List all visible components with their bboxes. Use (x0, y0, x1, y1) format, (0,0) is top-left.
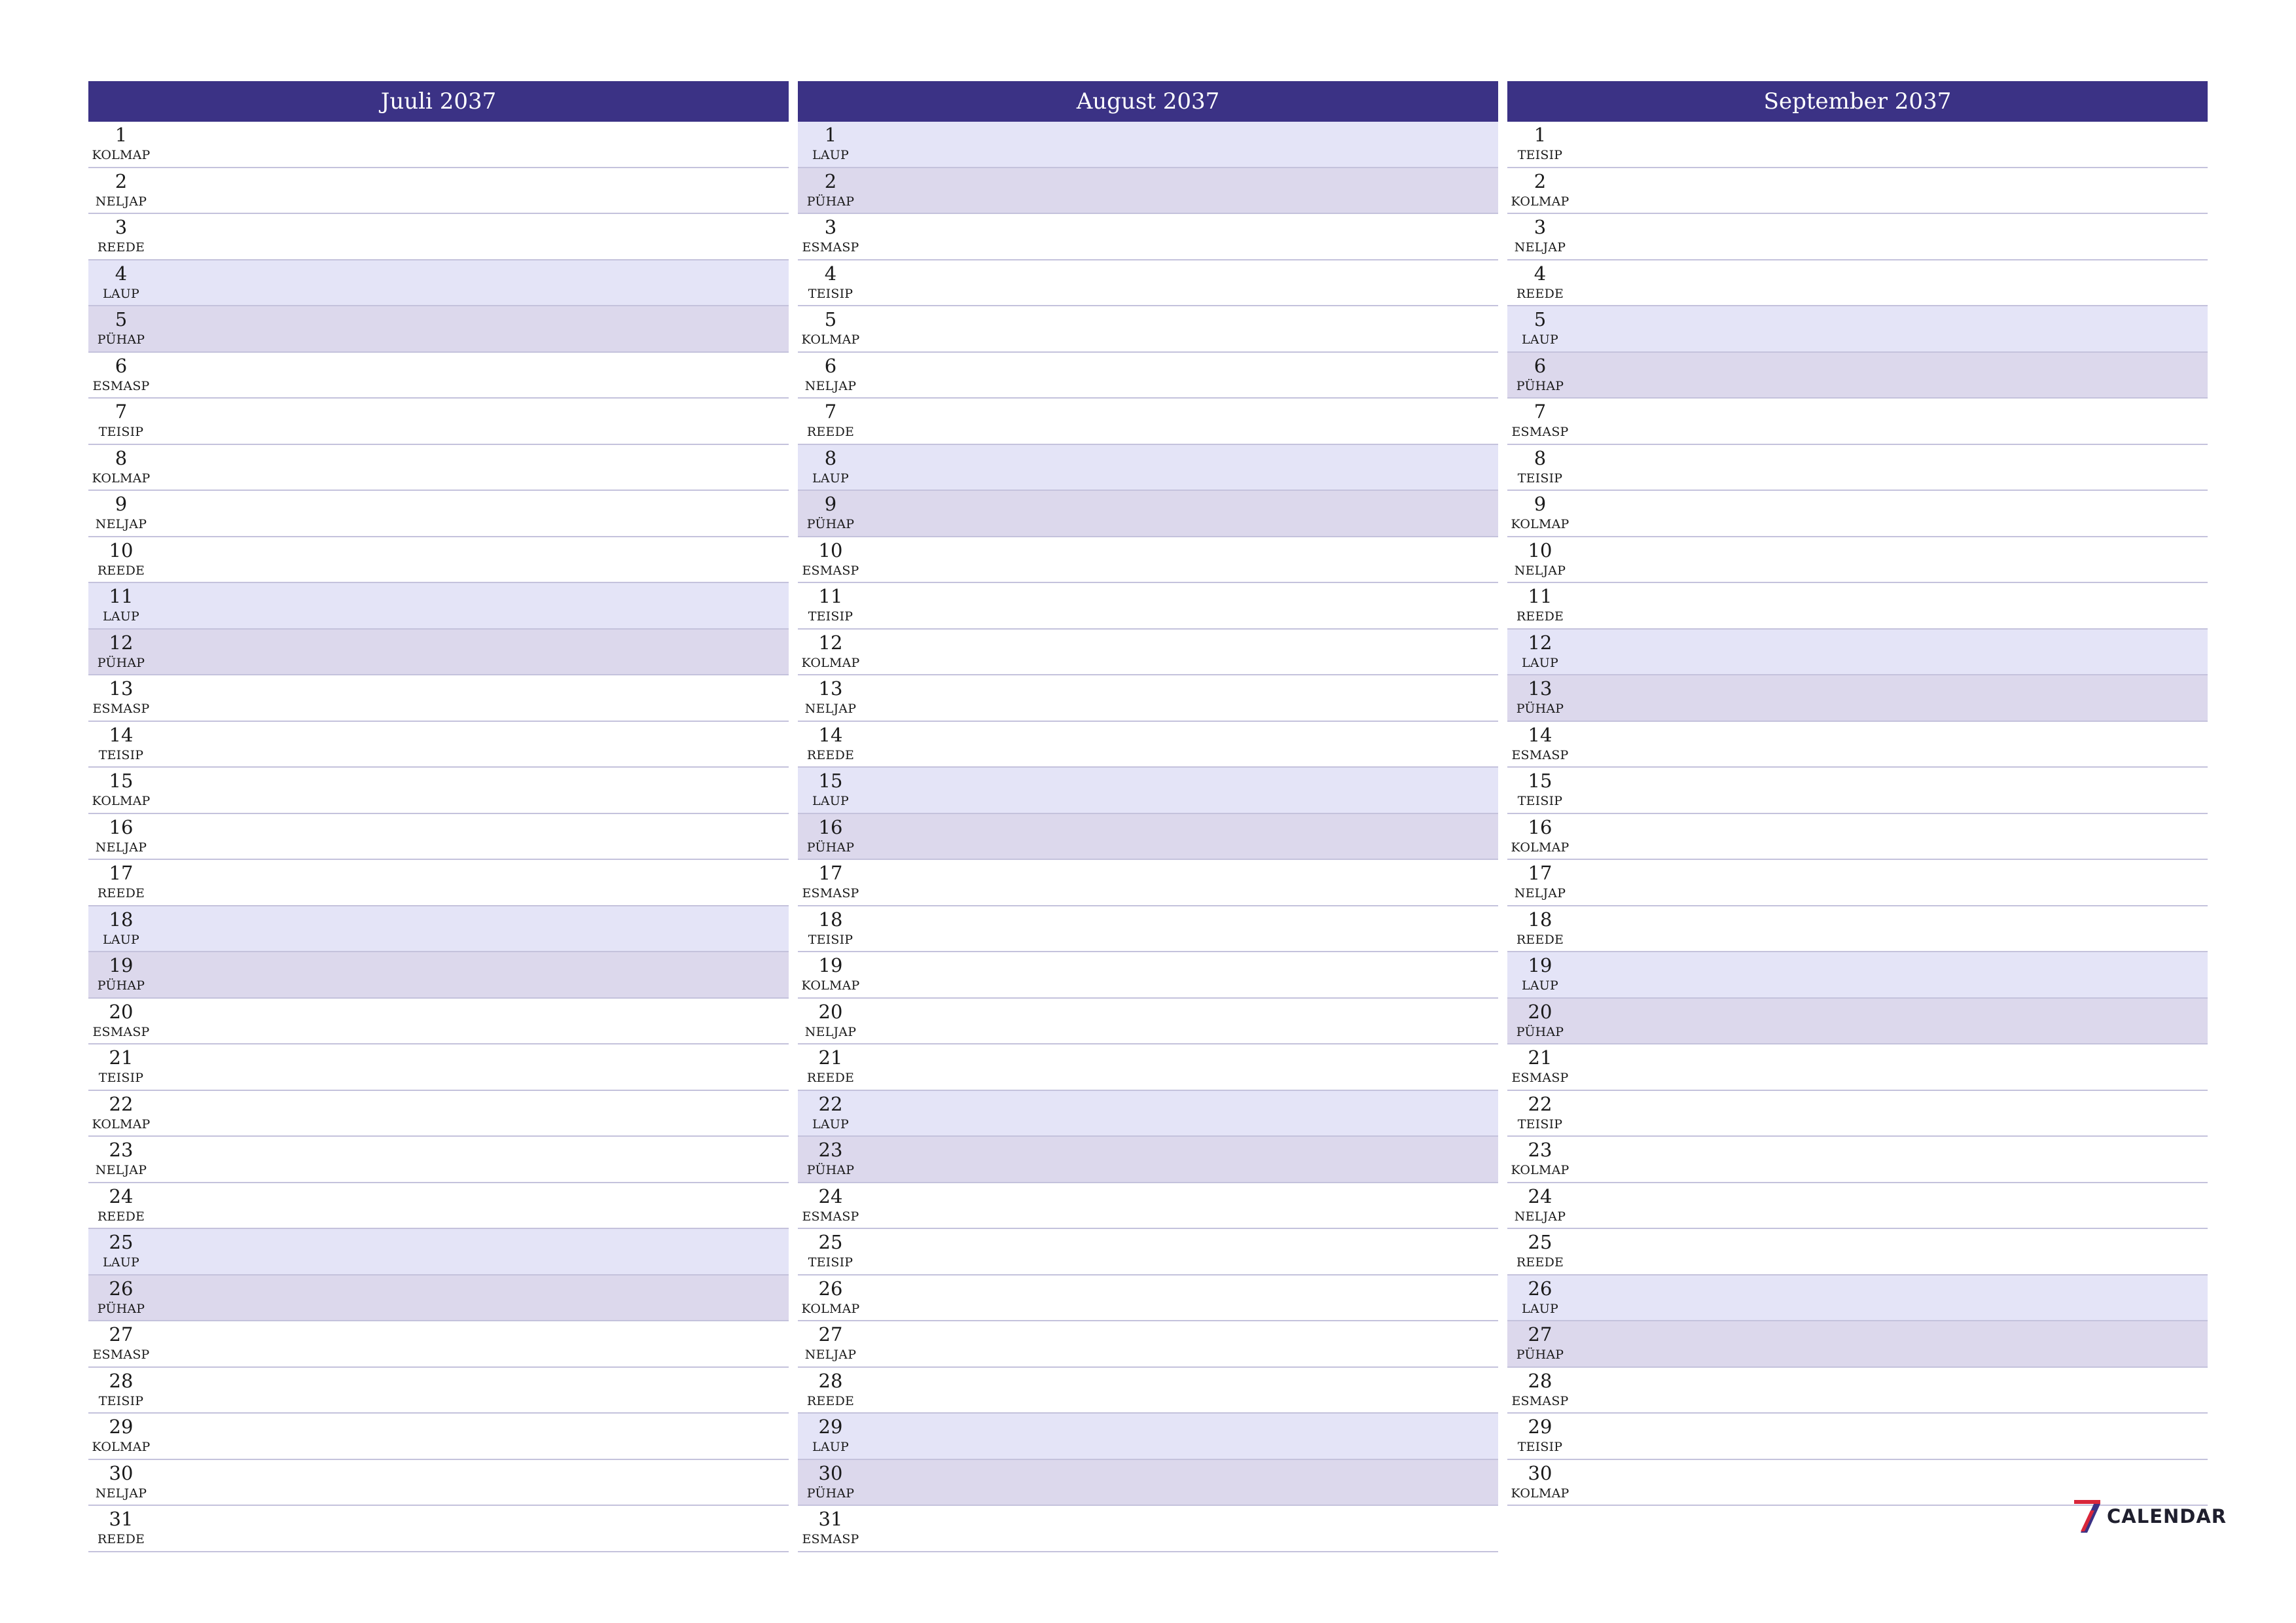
weekday-name: ESMASP (92, 1347, 150, 1362)
day-number: 29 (818, 1416, 843, 1438)
weekday-name: ESMASP (802, 563, 859, 578)
day-number: 25 (1528, 1231, 1552, 1253)
day-row (798, 306, 1498, 353)
day-row (1507, 122, 2208, 168)
weekday-name: REEDE (806, 1071, 855, 1085)
day-number: 4 (115, 262, 128, 285)
day-number: 21 (109, 1046, 134, 1069)
day-number: 18 (818, 908, 843, 931)
day-number: 16 (818, 815, 843, 838)
weekday-name: TEISIP (98, 1393, 144, 1408)
weekday-name: KOLMAP (801, 655, 860, 670)
weekday-name: KOLMAP (92, 1116, 151, 1132)
month-header: August 2037 (798, 81, 1498, 122)
day-number: 6 (1534, 354, 1547, 377)
day-row (798, 1321, 1498, 1368)
day-number: 13 (1528, 677, 1552, 700)
day-row (1507, 630, 2208, 676)
day-number: 9 (1534, 493, 1547, 515)
day-row (798, 122, 1498, 168)
weekday-name: NELJAP (95, 840, 147, 855)
weekday-name: TEISIP (98, 1071, 144, 1085)
day-number: 19 (818, 954, 843, 976)
weekday-name: TEISIP (808, 609, 853, 624)
weekday-name: ESMASP (1511, 1071, 1569, 1085)
weekday-name: NELJAP (1514, 240, 1566, 255)
day-number: 23 (818, 1139, 843, 1161)
weekday-name: KOLMAP (92, 471, 151, 486)
day-row (88, 491, 789, 537)
weekday-name: NELJAP (804, 378, 857, 393)
day-number: 30 (109, 1461, 134, 1484)
day-number: 11 (1528, 585, 1552, 607)
weekday-name: PÜHAP (97, 655, 145, 670)
day-number: 21 (818, 1046, 843, 1069)
day-number: 17 (1528, 862, 1552, 884)
day-row (88, 1044, 789, 1091)
day-number: 5 (1534, 308, 1547, 330)
weekday-name: TEISIP (808, 932, 853, 947)
weekday-name: REEDE (806, 1393, 855, 1408)
day-number: 17 (818, 862, 843, 884)
day-number: 30 (1528, 1461, 1552, 1484)
day-number: 19 (109, 954, 134, 976)
weekday-name: PÜHAP (806, 1486, 855, 1501)
day-row (88, 1506, 789, 1552)
weekday-name: KOLMAP (801, 332, 860, 347)
day-row (798, 260, 1498, 307)
day-number: 22 (1528, 1092, 1552, 1115)
day-number: 28 (109, 1369, 134, 1392)
day-row (88, 1414, 789, 1460)
weekday-name: LAUP (103, 932, 139, 947)
weekday-name: KOLMAP (1511, 840, 1570, 855)
logo-text: CALENDAR (2107, 1505, 2227, 1527)
day-number: 31 (818, 1508, 843, 1530)
day-number: 12 (1528, 631, 1552, 654)
day-number: 18 (1528, 908, 1552, 931)
day-number: 3 (1534, 216, 1547, 238)
day-number: 7 (824, 401, 837, 423)
weekday-name: LAUP (812, 148, 849, 162)
weekday-name: KOLMAP (1511, 1486, 1570, 1501)
day-row (1507, 1321, 2208, 1368)
weekday-name: REEDE (1516, 1255, 1564, 1270)
weekday-name: ESMASP (92, 702, 150, 716)
day-row (798, 722, 1498, 768)
month-header: September 2037 (1507, 81, 2208, 122)
day-row (1507, 445, 2208, 491)
day-row (88, 306, 789, 353)
day-number: 24 (818, 1185, 843, 1207)
weekday-name: KOLMAP (1511, 194, 1570, 209)
day-number: 9 (824, 493, 837, 515)
weekday-name: PÜHAP (806, 517, 855, 531)
weekday-name: NELJAP (95, 517, 147, 531)
day-row (1507, 814, 2208, 861)
day-row (88, 353, 789, 399)
month-header: Juuli 2037 (88, 81, 789, 122)
day-row (1507, 1044, 2208, 1091)
weekday-name: NELJAP (95, 1486, 147, 1501)
day-number: 27 (109, 1323, 134, 1346)
day-number: 15 (109, 770, 134, 792)
weekday-name: TEISIP (808, 1255, 853, 1270)
day-number: 26 (818, 1277, 843, 1300)
weekday-name: PÜHAP (1516, 1347, 1564, 1362)
weekday-name: LAUP (1522, 1301, 1558, 1316)
day-number: 8 (824, 446, 837, 469)
day-row (88, 537, 789, 584)
day-row (1507, 999, 2208, 1045)
day-number: 14 (1528, 723, 1552, 746)
day-row (798, 1275, 1498, 1322)
day-row (798, 1137, 1498, 1183)
day-row (798, 906, 1498, 953)
day-number: 16 (109, 815, 134, 838)
brand-logo (2072, 1499, 2227, 1534)
day-number: 15 (818, 770, 843, 792)
weekday-name: LAUP (812, 1116, 849, 1132)
seven-calendar-logo-icon (2072, 1499, 2102, 1534)
day-number: 7 (115, 401, 128, 423)
day-row (798, 952, 1498, 999)
weekday-name: ESMASP (92, 378, 150, 393)
day-number: 10 (109, 539, 134, 562)
day-row (88, 1460, 789, 1507)
day-number: 14 (109, 723, 134, 746)
day-number: 23 (109, 1139, 134, 1161)
weekday-name: ESMASP (802, 240, 859, 255)
day-number: 12 (818, 631, 843, 654)
weekday-name: ESMASP (802, 1209, 859, 1224)
day-number: 10 (1528, 539, 1552, 562)
day-number: 22 (818, 1092, 843, 1115)
weekday-name: LAUP (103, 609, 139, 624)
day-row (798, 630, 1498, 676)
day-list (88, 122, 789, 1552)
weekday-name: KOLMAP (92, 1440, 151, 1454)
day-number: 29 (109, 1416, 134, 1438)
day-row (798, 353, 1498, 399)
day-row (88, 630, 789, 676)
weekday-name: PÜHAP (806, 194, 855, 209)
day-number: 4 (824, 262, 837, 285)
day-row (1507, 537, 2208, 584)
day-row (798, 1091, 1498, 1137)
day-number: 2 (115, 169, 128, 192)
weekday-name: LAUP (1522, 978, 1558, 993)
weekday-name: TEISIP (1517, 1116, 1563, 1132)
month-column (798, 81, 1498, 1552)
day-row (88, 260, 789, 307)
day-row (88, 1137, 789, 1183)
day-row (1507, 952, 2208, 999)
day-row (88, 1091, 789, 1137)
day-number: 20 (1528, 1000, 1552, 1023)
day-row (1507, 860, 2208, 906)
weekday-name: ESMASP (1511, 747, 1569, 762)
weekday-name: LAUP (812, 794, 849, 808)
weekday-name: NELJAP (95, 194, 147, 209)
day-row (798, 168, 1498, 215)
day-row (1507, 1091, 2208, 1137)
day-number: 5 (824, 308, 837, 330)
calendar-columns (88, 81, 2209, 1552)
weekday-name: TEISIP (1517, 794, 1563, 808)
weekday-name: PÜHAP (1516, 702, 1564, 716)
day-list (798, 122, 1498, 1552)
day-number: 17 (109, 862, 134, 884)
weekday-name: KOLMAP (92, 794, 151, 808)
weekday-name: LAUP (103, 286, 139, 301)
month-column (88, 81, 789, 1552)
day-number: 18 (109, 908, 134, 931)
day-row (1507, 353, 2208, 399)
day-row (88, 1321, 789, 1368)
day-row (1507, 722, 2208, 768)
day-row (88, 999, 789, 1045)
day-row (88, 1368, 789, 1414)
weekday-name: TEISIP (808, 286, 853, 301)
day-number: 6 (824, 354, 837, 377)
weekday-name: REEDE (97, 886, 145, 901)
day-number: 13 (818, 677, 843, 700)
day-number: 30 (818, 1461, 843, 1484)
weekday-name: NELJAP (804, 702, 857, 716)
weekday-name: REEDE (806, 425, 855, 439)
day-number: 1 (115, 124, 128, 146)
day-number: 15 (1528, 770, 1552, 792)
weekday-name: ESMASP (1511, 1393, 1569, 1408)
day-number: 24 (109, 1185, 134, 1207)
day-row (88, 122, 789, 168)
weekday-name: KOLMAP (801, 1301, 860, 1316)
day-row (1507, 1183, 2208, 1230)
day-row (798, 999, 1498, 1045)
weekday-name: REEDE (97, 1209, 145, 1224)
day-number: 29 (1528, 1416, 1552, 1438)
day-number: 2 (1534, 169, 1547, 192)
weekday-name: PÜHAP (806, 840, 855, 855)
day-row (798, 1229, 1498, 1275)
day-row (798, 1414, 1498, 1460)
weekday-name: REEDE (97, 1532, 145, 1546)
day-row (88, 768, 789, 814)
weekday-name: REEDE (1516, 286, 1564, 301)
day-number: 20 (818, 1000, 843, 1023)
day-row (1507, 1137, 2208, 1183)
weekday-name: REEDE (97, 563, 145, 578)
day-row (798, 445, 1498, 491)
day-row (1507, 399, 2208, 445)
weekday-name: REEDE (97, 240, 145, 255)
weekday-name: KOLMAP (801, 978, 860, 993)
day-row (88, 399, 789, 445)
weekday-name: PÜHAP (806, 1163, 855, 1177)
day-number: 14 (818, 723, 843, 746)
weekday-name: NELJAP (804, 1347, 857, 1362)
day-number: 1 (1534, 124, 1547, 146)
day-number: 25 (109, 1231, 134, 1253)
day-row (88, 906, 789, 953)
day-row (798, 1183, 1498, 1230)
day-row (88, 168, 789, 215)
weekday-name: NELJAP (1514, 563, 1566, 578)
day-row (1507, 214, 2208, 260)
weekday-name: TEISIP (98, 747, 144, 762)
day-row (88, 445, 789, 491)
day-number: 9 (115, 493, 128, 515)
day-number: 8 (115, 446, 128, 469)
weekday-name: PÜHAP (1516, 1024, 1564, 1039)
day-number: 10 (818, 539, 843, 562)
weekday-name: LAUP (812, 1440, 849, 1454)
weekday-name: ESMASP (1511, 425, 1569, 439)
day-number: 11 (109, 585, 134, 607)
weekday-name: LAUP (812, 471, 849, 486)
weekday-name: LAUP (1522, 655, 1558, 670)
day-row (88, 860, 789, 906)
day-row (1507, 491, 2208, 537)
day-row (798, 491, 1498, 537)
day-row (1507, 260, 2208, 307)
weekday-name: TEISIP (1517, 148, 1563, 162)
day-row (798, 675, 1498, 722)
day-number: 26 (1528, 1277, 1552, 1300)
day-row (88, 722, 789, 768)
weekday-name: KOLMAP (92, 148, 151, 162)
day-number: 2 (824, 169, 837, 192)
day-row (798, 1044, 1498, 1091)
weekday-name: KOLMAP (1511, 517, 1570, 531)
weekday-name: PÜHAP (97, 1301, 145, 1316)
day-number: 7 (1534, 401, 1547, 423)
day-row (798, 583, 1498, 630)
day-number: 23 (1528, 1139, 1552, 1161)
day-row (798, 399, 1498, 445)
day-number: 27 (1528, 1323, 1552, 1346)
day-number: 21 (1528, 1046, 1552, 1069)
weekday-name: TEISIP (1517, 1440, 1563, 1454)
weekday-name: NELJAP (1514, 1209, 1566, 1224)
day-row (88, 1275, 789, 1322)
day-row (798, 1506, 1498, 1552)
day-row (88, 814, 789, 861)
day-row (88, 1229, 789, 1275)
day-row (798, 214, 1498, 260)
day-row (798, 1460, 1498, 1507)
day-number: 28 (818, 1369, 843, 1392)
day-row (798, 537, 1498, 584)
weekday-name: REEDE (1516, 609, 1564, 624)
day-row (1507, 675, 2208, 722)
weekday-name: KOLMAP (1511, 1163, 1570, 1177)
day-number: 1 (824, 124, 837, 146)
day-number: 3 (115, 216, 128, 238)
weekday-name: TEISIP (98, 425, 144, 439)
weekday-name: NELJAP (804, 1024, 857, 1039)
day-row (798, 768, 1498, 814)
weekday-name: ESMASP (802, 886, 859, 901)
day-row (1507, 1368, 2208, 1414)
day-row (1507, 906, 2208, 953)
weekday-name: PÜHAP (97, 332, 145, 347)
day-number: 5 (115, 308, 128, 330)
day-number: 12 (109, 631, 134, 654)
day-row (1507, 1229, 2208, 1275)
weekday-name: NELJAP (1514, 886, 1566, 901)
weekday-name: ESMASP (92, 1024, 150, 1039)
day-row (1507, 1275, 2208, 1322)
day-number: 26 (109, 1277, 134, 1300)
day-number: 22 (109, 1092, 134, 1115)
weekday-name: LAUP (103, 1255, 139, 1270)
day-row (1507, 1414, 2208, 1460)
day-row (88, 583, 789, 630)
weekday-name: ESMASP (802, 1532, 859, 1546)
day-row (798, 860, 1498, 906)
day-row (798, 814, 1498, 861)
day-row (1507, 168, 2208, 215)
day-row (88, 675, 789, 722)
day-number: 6 (115, 354, 128, 377)
day-number: 13 (109, 677, 134, 700)
day-list (1507, 122, 2208, 1506)
month-column (1507, 81, 2208, 1552)
day-row (88, 1183, 789, 1230)
day-row (1507, 306, 2208, 353)
day-row (88, 214, 789, 260)
day-number: 28 (1528, 1369, 1552, 1392)
day-number: 16 (1528, 815, 1552, 838)
day-number: 24 (1528, 1185, 1552, 1207)
day-row (88, 952, 789, 999)
weekday-name: PÜHAP (1516, 378, 1564, 393)
day-number: 27 (818, 1323, 843, 1346)
day-number: 20 (109, 1000, 134, 1023)
weekday-name: NELJAP (95, 1163, 147, 1177)
day-number: 31 (109, 1508, 134, 1530)
day-number: 8 (1534, 446, 1547, 469)
day-number: 25 (818, 1231, 843, 1253)
day-number: 19 (1528, 954, 1552, 976)
weekday-name: REEDE (1516, 932, 1564, 947)
weekday-name: PÜHAP (97, 978, 145, 993)
weekday-name: REEDE (806, 747, 855, 762)
weekday-name: LAUP (1522, 332, 1558, 347)
day-number: 11 (818, 585, 843, 607)
day-row (1507, 583, 2208, 630)
day-number: 3 (824, 216, 837, 238)
weekday-name: TEISIP (1517, 471, 1563, 486)
day-row (798, 1368, 1498, 1414)
day-row (1507, 768, 2208, 814)
day-number: 4 (1534, 262, 1547, 285)
